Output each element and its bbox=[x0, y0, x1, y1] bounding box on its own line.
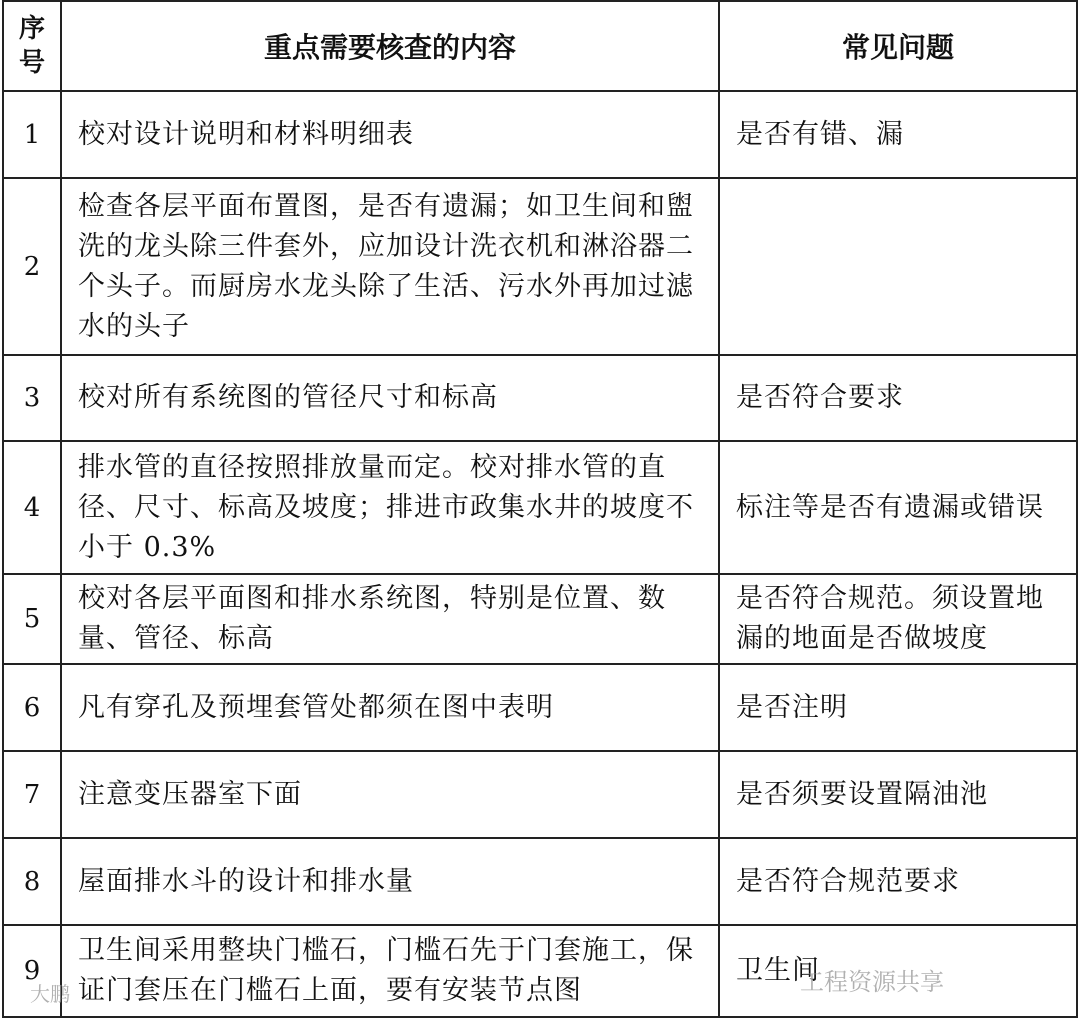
row-no: 2 bbox=[3, 178, 61, 355]
table-row bbox=[3, 441, 1077, 574]
table-header-row bbox=[3, 1, 1077, 91]
row-no: 5 bbox=[3, 574, 61, 664]
row-issue bbox=[719, 178, 1077, 355]
row-content: 凡有穿孔及预埋套管处都须在图中表明 bbox=[61, 664, 719, 751]
table-row bbox=[3, 838, 1077, 925]
row-content: 校对设计说明和材料明细表 bbox=[61, 91, 719, 178]
row-no: 4 bbox=[3, 441, 61, 574]
row-content: 注意变压器室下面 bbox=[61, 751, 719, 838]
row-no: 9 bbox=[3, 925, 61, 1017]
watermark-left: 大鹏 bbox=[30, 982, 70, 1006]
table-row bbox=[3, 91, 1077, 178]
row-issue: 卫生间 bbox=[719, 925, 1077, 1017]
row-content: 校对所有系统图的管径尺寸和标高 bbox=[61, 355, 719, 441]
header-no: 序号 bbox=[3, 1, 61, 91]
header-issue: 常见问题 bbox=[719, 1, 1077, 91]
row-issue: 是否符合要求 bbox=[719, 355, 1077, 441]
row-content: 检查各层平面布置图，是否有遗漏；如卫生间和盥洗的龙头除三件套外，应加设计洗衣机和淋浴器二个头子。而厨房水龙头除了生活、污水外再加过滤水的头子 bbox=[61, 178, 719, 355]
table-row bbox=[3, 355, 1077, 441]
row-issue: 是否有错、漏 bbox=[719, 91, 1077, 178]
row-issue: 标注等是否有遗漏或错误 bbox=[719, 441, 1077, 574]
row-issue: 是否注明 bbox=[719, 664, 1077, 751]
row-content: 校对各层平面图和排水系统图，特别是位置、数量、管径、标高 bbox=[61, 574, 719, 664]
row-no: 7 bbox=[3, 751, 61, 838]
table-row bbox=[3, 574, 1077, 664]
table-row bbox=[3, 664, 1077, 751]
row-no: 8 bbox=[3, 838, 61, 925]
watermark-right: 工程资源共享 bbox=[800, 968, 944, 996]
row-content: 屋面排水斗的设计和排水量 bbox=[61, 838, 719, 925]
row-issue: 是否符合规范。须设置地漏的地面是否做坡度 bbox=[719, 574, 1077, 664]
row-issue: 是否须要设置隔油池 bbox=[719, 751, 1077, 838]
row-content: 排水管的直径按照排放量而定。校对排水管的直径、尺寸、标高及坡度；排进市政集水井的坡度不小于 0.3% bbox=[61, 441, 719, 574]
row-content: 卫生间采用整块门槛石，门槛石先于门套施工，保证门套压在门槛石上面，要有安装节点图 bbox=[61, 925, 719, 1017]
row-no: 3 bbox=[3, 355, 61, 441]
row-no: 6 bbox=[3, 664, 61, 751]
table-row bbox=[3, 751, 1077, 838]
table-row bbox=[3, 178, 1077, 355]
row-issue: 是否符合规范要求 bbox=[719, 838, 1077, 925]
header-content: 重点需要核查的内容 bbox=[61, 1, 719, 91]
row-no: 1 bbox=[3, 91, 61, 178]
review-table bbox=[2, 0, 1078, 1018]
